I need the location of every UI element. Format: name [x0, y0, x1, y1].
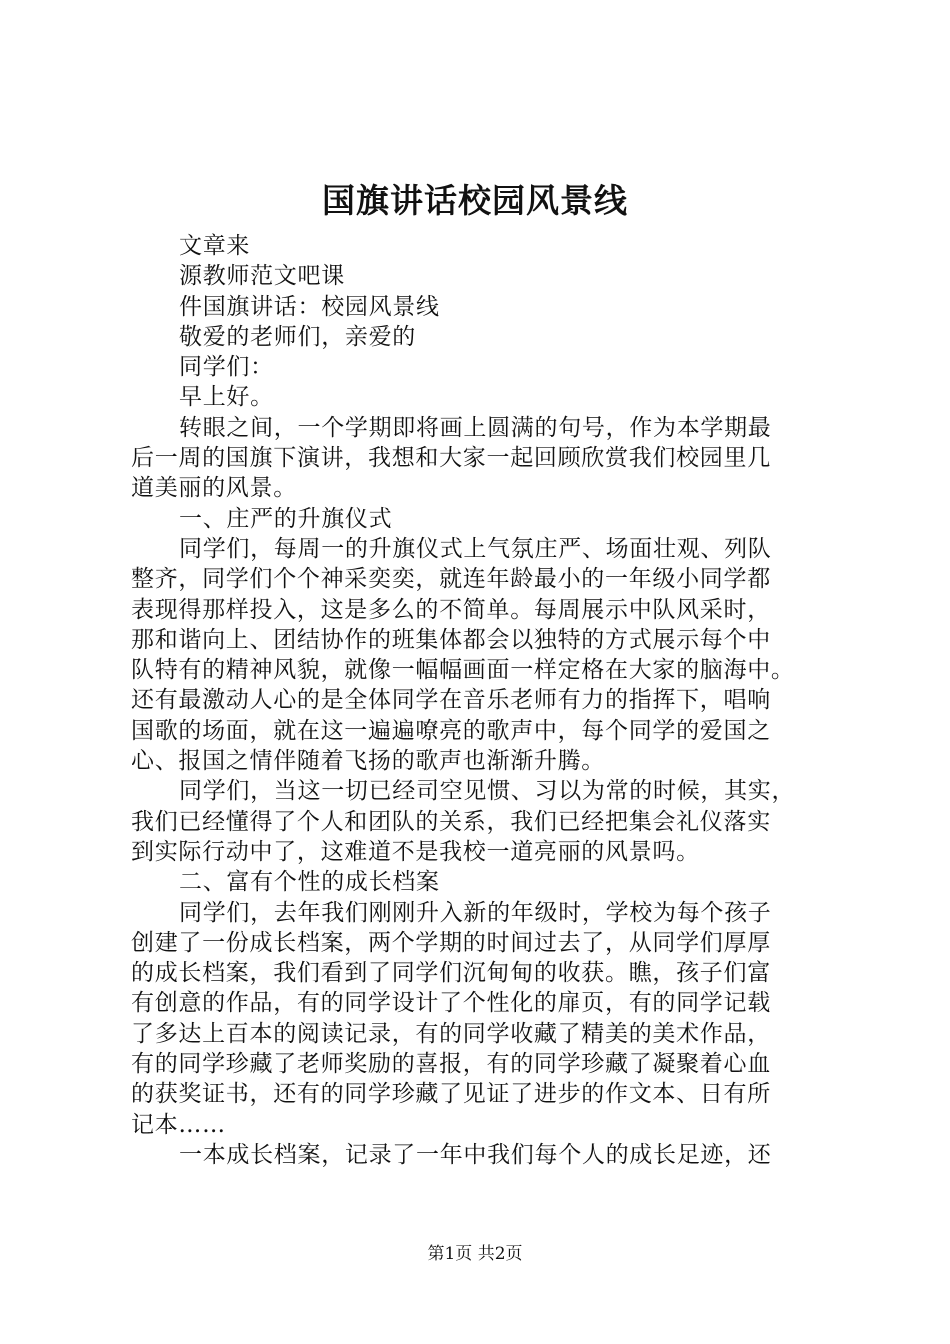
body-line: 源教师范文吧课 — [179, 263, 345, 290]
body-line: 那和谐向上、团结协作的班集体都会以独特的方式展示每个中 — [131, 626, 771, 653]
body-line: 有创意的作品，有的同学设计了个性化的扉页，有的同学记载 — [131, 990, 771, 1017]
body-line: 的获奖证书，还有的同学珍藏了见证了进步的作文本、日有所 — [131, 1081, 771, 1108]
body-line: 了多达上百本的阅读记录，有的同学收藏了精美的美术作品， — [131, 1020, 771, 1047]
body-line: 国歌的场面，就在这一遍遍嘹亮的歌声中，每个同学的爱国之 — [131, 717, 771, 744]
page-footer: 第1页 共2页 — [427, 1244, 523, 1264]
body-line: 队特有的精神风貌，就像一幅幅画面一样定格在大家的脑海中。 — [131, 657, 795, 684]
body-line: 道美丽的风景。 — [131, 475, 297, 502]
body-line: 文章来 — [179, 233, 251, 259]
body-line: 整齐，同学们个个神采奕奕，就连年龄最小的一年级小同学都 — [131, 566, 771, 593]
body-line: 有的同学珍藏了老师奖励的喜报，有的同学珍藏了凝聚着心血 — [131, 1051, 771, 1078]
body-line: 同学们，每周一的升旗仪式上气氛庄严、场面壮观、列队 — [179, 535, 772, 562]
body-line: 一本成长档案，记录了一年中我们每个人的成长足迹，还 — [179, 1141, 772, 1168]
body-line: 表现得那样投入，这是多么的不简单。每周展示中队风采时， — [131, 596, 771, 623]
body-line: 早上好。 — [179, 384, 274, 411]
body-line: 敬爱的老师们，亲爱的 — [179, 323, 416, 350]
body-line: 创建了一份成长档案，两个学期的时间过去了，从同学们厚厚 — [131, 929, 771, 956]
body-line: 同学们，去年我们刚刚升入新的年级时，学校为每个孩子 — [179, 899, 772, 926]
section-heading: 二、富有个性的成长档案 — [179, 869, 440, 896]
body-line: 还有最激动人心的是全体同学在音乐老师有力的指挥下，唱响 — [131, 687, 771, 714]
body-line: 同学们，当这一切已经司空见惯、习以为常的时候，其实， — [179, 778, 796, 805]
document-title: 国旗讲话校园风景线 — [322, 181, 628, 220]
section-heading: 一、庄严的升旗仪式 — [179, 505, 393, 532]
body-line: 的成长档案，我们看到了同学们沉甸甸的收获。瞧，孩子们富 — [131, 960, 771, 987]
document-body — [131, 231, 831, 1170]
body-line: 我们已经懂得了个人和团队的关系，我们已经把集会礼仪落实 — [131, 808, 771, 835]
body-line: 到实际行动中了，这难道不是我校一道亮丽的风景吗。 — [131, 838, 700, 865]
body-line: 同学们： — [179, 354, 274, 381]
body-line: 件国旗讲话：校园风景线 — [179, 293, 440, 320]
body-line: 后一周的国旗下演讲，我想和大家一起回顾欣赏我们校园里几 — [131, 445, 771, 472]
body-line: 转眼之间，一个学期即将画上圆满的句号，作为本学期最 — [179, 414, 772, 441]
body-line: 心、报国之情伴随着飞扬的歌声也渐渐升腾。 — [131, 748, 605, 775]
body-line: 记本…… — [131, 1111, 226, 1138]
